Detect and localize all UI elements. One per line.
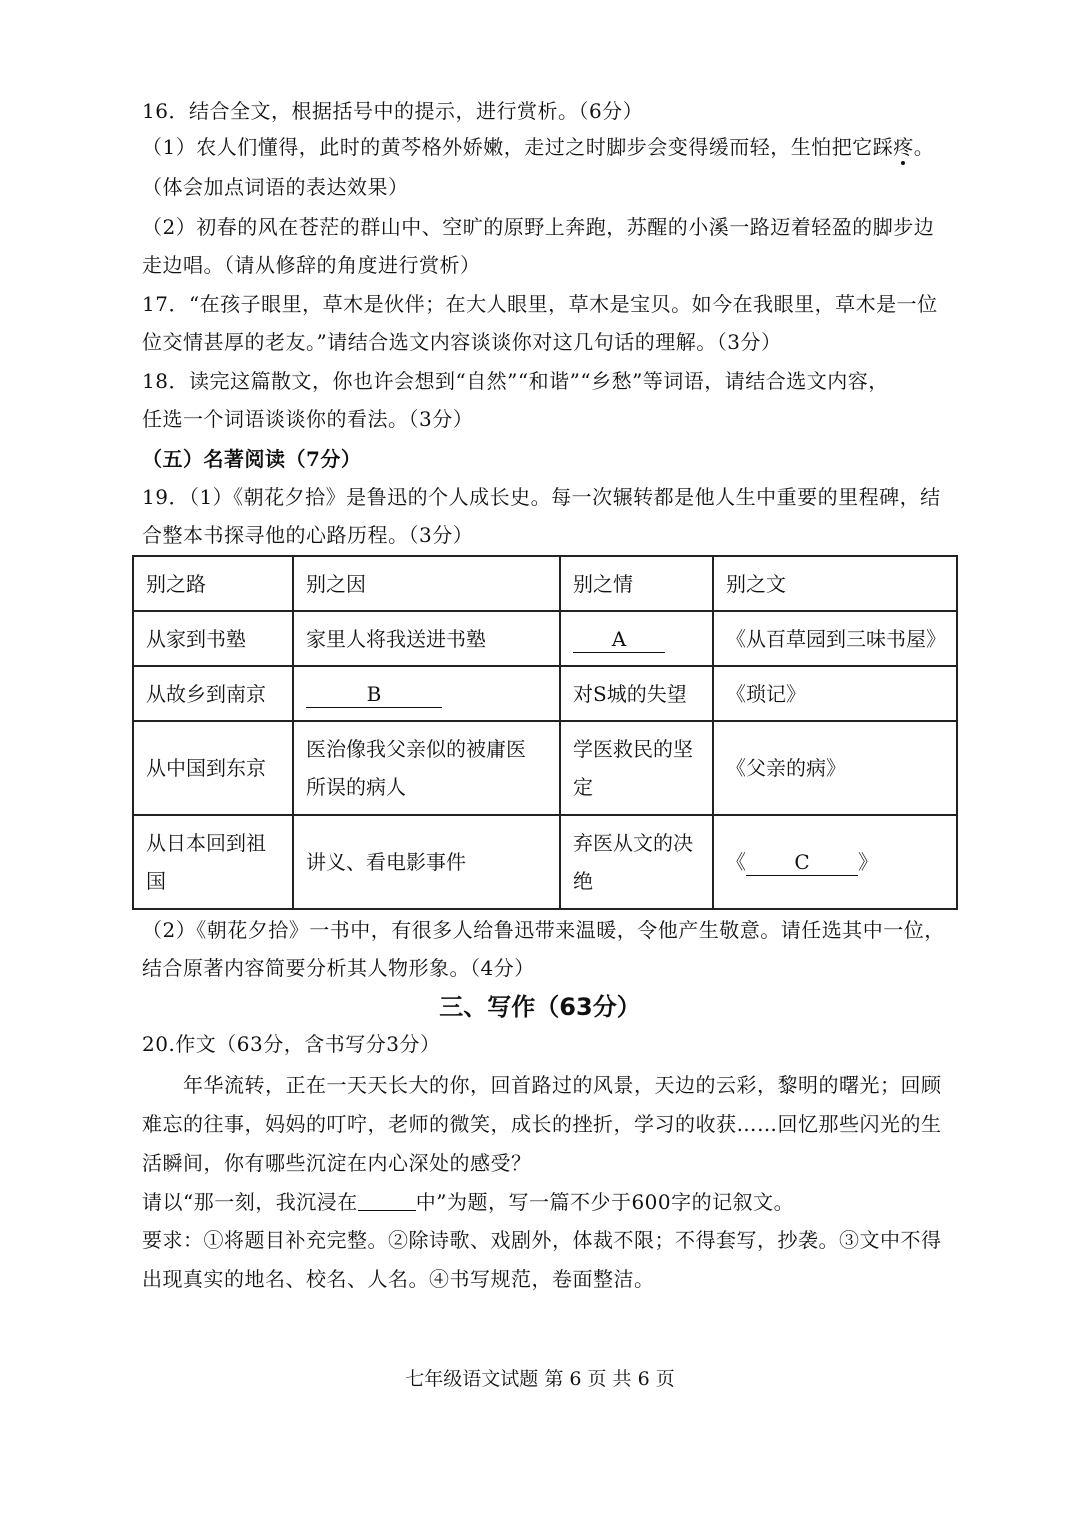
q20-title-instruction [142, 1183, 950, 1221]
table-cell-text: 《琐记》 [713, 666, 957, 721]
table-cell-line: 国 [146, 869, 166, 893]
q17-line2: 位交情甚厚的老友。”请结合选文内容谈谈你对这几句话的理解。（3分） [142, 330, 782, 354]
table-cell-feeling [560, 721, 713, 815]
q16-part1-text: （1）农人们懂得，此时的黄芩格外娇嫩，走过之时脚步会变得缓而轻，生怕把它踩 [142, 135, 894, 159]
q19-part2-line1: （2）《朝花夕拾》一书中，有很多人给鲁迅带来温暖，令他产生敬意。请任选其中一位， [142, 918, 945, 942]
table-row [133, 815, 957, 909]
table-header-cell: 别之情 [560, 556, 713, 611]
q17-line1: 17．“在孩子眼里，草木是伙伴；在大人眼里，草木是宝贝。如今在我眼里，草木是一位 [142, 292, 938, 316]
q20-title-before: 请以“那一刻，我沉浸在 [142, 1190, 358, 1214]
q16-part2-line1: （2）初春的风在苍茫的群山中、空旷的原野上奔跑，苏醒的小溪一路迈着轻盈的脚步边 [142, 215, 935, 239]
page-footer: 七年级语文试题 第 6 页 共 6 页 [405, 1368, 675, 1390]
table-row [133, 611, 957, 666]
table-cell-road: 从故乡到南京 [133, 666, 293, 721]
table-cell-line: 弃医从文的决 [573, 831, 693, 855]
q20-paragraph-line2: 难忘的往事，妈妈的叮咛，老师的微笑，成长的挫折，学习的收获……回忆那些闪光的生 [142, 1112, 942, 1136]
table-header-cell: 别之因 [293, 556, 560, 611]
table-cell-cause: 讲义、看电影事件 [293, 815, 560, 909]
table-cell-line: 从日本回到祖 [146, 831, 266, 855]
q20-stem: 20.作文（63分，含书写分3分） [142, 1032, 441, 1056]
title-blank[interactable] [358, 1188, 416, 1211]
q19-part1-line2: 合整本书探寻他的心路历程。（3分） [142, 523, 474, 547]
table-cell-feeling: 对S城的失望 [560, 666, 713, 721]
q20-paragraph-line1: 年华流转，正在一天天长大的你，回首路过的风景，天边的云彩，黎明的曙光；回顾 [183, 1073, 942, 1097]
answer-blank-c[interactable]: C [746, 849, 858, 876]
table-cell-road: 从中国到东京 [133, 721, 293, 815]
q18-line2: 任选一个词语谈谈你的看法。（3分） [142, 407, 474, 431]
table-cell-line: 绝 [573, 869, 593, 893]
journey-table [132, 555, 958, 910]
q19-part1-line1: 19．（1）《朝花夕拾》是鲁迅的个人成长史。每一次辗转都是他人生中重要的里程碑，结 [142, 485, 941, 509]
q20-requirements-line1: 要求：①将题目补充完整。②除诗歌、戏剧外，体裁不限；不得套写，抄袭。③文中不得 [142, 1228, 942, 1252]
table-header-cell: 别之路 [133, 556, 293, 611]
q16-stem: 16．结合全文，根据括号中的提示，进行赏析。（6分） [142, 99, 644, 123]
table-header-row [133, 556, 957, 611]
answer-blank-b[interactable]: B [306, 681, 442, 708]
table-cell-text: 《从百草园到三味书屋》 [713, 611, 957, 666]
table-cell-text [713, 815, 957, 909]
table-cell-feeling [560, 815, 713, 909]
table-cell-line: 所误的病人 [306, 775, 406, 799]
table-row [133, 666, 957, 721]
table-cell-feeling [560, 611, 713, 666]
table-cell-cause [293, 666, 560, 721]
table-cell-road: 从家到书塾 [133, 611, 293, 666]
q20-paragraph-line3: 活瞬间，你有哪些沉淀在内心深处的感受？ [142, 1151, 532, 1175]
table-cell-cause: 家里人将我送进书塾 [293, 611, 560, 666]
q16-part1-hint: （体会加点词语的表达效果） [142, 175, 409, 199]
book-title-close: 》 [858, 850, 878, 874]
q19-part2-line2: 结合原著内容简要分析其人物形象。（4分） [142, 956, 535, 980]
q16-part1 [142, 128, 950, 166]
section3-title: 三、写作（63分） [439, 993, 641, 1021]
q16-dotted-word: 疼 [893, 135, 914, 159]
section5-title: （五）名著阅读（7分） [142, 447, 362, 471]
table-cell-road [133, 815, 293, 909]
table-cell-line: 学医救民的坚 [573, 737, 693, 761]
table-cell-text: 《父亲的病》 [713, 721, 957, 815]
table-header-cell: 别之文 [713, 556, 957, 611]
table-cell-line: 定 [573, 775, 593, 799]
table-cell-cause [293, 721, 560, 815]
book-title-open: 《 [726, 850, 746, 874]
q16-part2-line2: 走边唱。（请从修辞的角度进行赏析） [142, 253, 481, 277]
table-row [133, 721, 957, 815]
q18-line1: 18．读完这篇散文，你也许会想到“自然”“和谐”“乡愁”等词语，请结合选文内容， [142, 369, 889, 393]
q16-part1-end: 。 [913, 135, 935, 159]
table-cell-line: 医治像我父亲似的被庸医 [306, 737, 526, 761]
answer-blank-a[interactable]: A [573, 626, 665, 653]
q20-requirements-line2: 出现真实的地名、校名、人名。④书写规范，卷面整洁。 [142, 1267, 655, 1291]
q20-title-after: 中”为题，写一篇不少于600字的记叙文。 [415, 1190, 795, 1214]
